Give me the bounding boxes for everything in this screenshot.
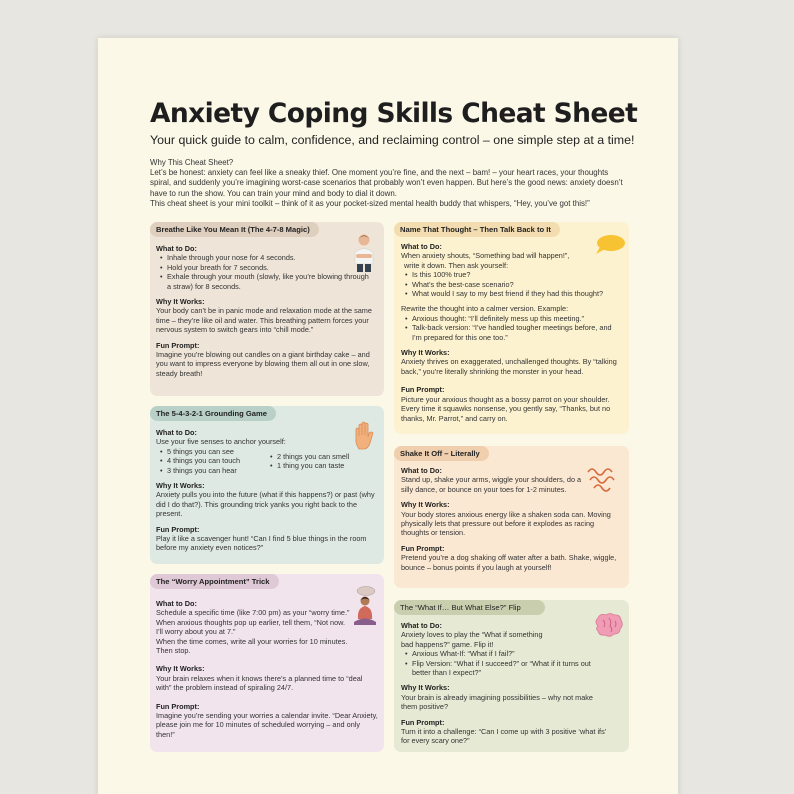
grounding-card-body: [156, 428, 380, 553]
senses-columns: [156, 447, 380, 475]
list-item: • 5 things you can see: [160, 447, 266, 456]
fun-prompt-label: Fun Prompt:: [401, 717, 445, 727]
list-item: • 4 things you can touch: [160, 456, 266, 465]
intro-section: [150, 158, 630, 209]
list-item-continuation: better than I expect?”: [412, 668, 481, 678]
text-line: Anxiety thrives on exaggerated, unchallenged thoughts. By “talking: [401, 357, 617, 367]
shake-card-body: [401, 466, 627, 572]
list-item: • What would I say to my best friend if they had this thought?: [405, 289, 627, 298]
list-item: • 1 thing you can taste: [270, 461, 349, 470]
why-it-works-label: Why It Works:: [401, 683, 450, 693]
text-line: Schedule a specific time (like 7:00 pm) as your “worry time.”: [156, 608, 350, 618]
list-item-continuation: a straw) for 8 seconds.: [167, 281, 241, 291]
text-line: I’ll worry about you at 7.”: [156, 627, 236, 637]
text-line: Then stop.: [156, 646, 191, 656]
what-if-card-body: [401, 621, 627, 746]
text-line: bad happens?” game. Flip it!: [401, 639, 494, 649]
page-subtitle: Your quick guide to calm, confidence, and reclaiming control – one simple step at a time!: [150, 133, 635, 147]
flip-examples-list: [401, 649, 627, 668]
list-item: • 3 things you can hear: [160, 466, 266, 475]
name-thought-card-body: [401, 242, 627, 423]
intro-paragraph: Let’s be honest: anxiety can feel like a sneaky thief. One moment you’re fine, and the next – bam! – your heart races, your thoughts spiral, and suddenly you’re imagining worst-case scenarios that probably won’t even happen. But here’s the good news: anxiety doesn’t have to run the show. You can train your mind and body to dial it down.: [150, 168, 623, 198]
what-to-do-label: What to Do:: [401, 242, 442, 251]
what-to-do-label: What to Do:: [156, 244, 197, 253]
text-line: Turn it into a challenge: “Can I come up with 3 positive ‘what ifs’: [401, 727, 607, 737]
shake-card-title: Shake It Off – Literally: [394, 446, 489, 461]
fun-prompt-label: Fun Prompt:: [401, 543, 445, 553]
breathe-card-title: Breathe Like You Mean It (The 4-7-8 Magic): [150, 222, 319, 237]
worry-card-title: The “Worry Appointment” Trick: [150, 574, 279, 589]
text-line: When anxious thoughts pop up earlier, tell them, “Not now.: [156, 617, 346, 627]
text-line: then!”: [156, 729, 175, 739]
text-line: Anxiety loves to play the “What if something: [401, 630, 543, 640]
text-line: Pretend you’re a dog shaking off water after a bath. Shake, wiggle,: [401, 553, 617, 563]
text-line: bounce – bonus points if you laugh at yourself!: [401, 562, 552, 572]
page-title: Anxiety Coping Skills Cheat Sheet: [150, 98, 638, 129]
text-line: Play it like a scavenger hunt! “Can I find 5 blue things in the room: [156, 534, 367, 544]
why-it-works-label: Why It Works:: [156, 664, 205, 674]
text-line: them positive?: [401, 702, 449, 712]
fun-prompt-label: Fun Prompt:: [156, 701, 200, 711]
what-if-card-title: The “What If… But What Else?” Flip: [394, 600, 545, 615]
text-line: Picture your anxious thought as a bossy parrot on your shoulder.: [401, 394, 610, 404]
what-to-do-label: What to Do:: [156, 428, 197, 437]
text-line: nervous system to switch gears into “chill mode.”: [156, 325, 314, 335]
text-line: thanks, Mr. Parrot,” and carry on.: [401, 413, 508, 423]
text-line: with” the problem instead of spiraling 24/7.: [156, 683, 294, 693]
breathe-steps-list: [156, 253, 380, 281]
text-line: present.: [156, 509, 183, 519]
intro-heading: Why This Cheat Sheet?: [150, 158, 234, 167]
list-item: • What’s the best-case scenario?: [405, 280, 627, 289]
fun-prompt-label: Fun Prompt:: [401, 385, 445, 395]
list-item: • Is this 100% true?: [405, 270, 627, 279]
senses-list-left: [156, 447, 266, 475]
senses-list-right: [266, 452, 349, 475]
list-item: • 2 things you can smell: [270, 452, 349, 461]
why-it-works-label: Why It Works:: [401, 348, 450, 358]
text-line: for every scary one?”: [401, 736, 470, 746]
examples-list: [401, 314, 627, 333]
text-line: physically lets that pressure out before it explodes as racing: [401, 519, 595, 529]
why-it-works-label: Why It Works:: [156, 297, 205, 307]
text-line: time – they’re like oil and water. This breathing pattern forces your: [156, 315, 369, 325]
intro-closing: This cheat sheet is your mini toolkit – think of it as your pocket-sized mental health buddy that whispers, “Hey, you’ve got this!”: [150, 198, 590, 208]
why-it-works-label: Why It Works:: [156, 481, 205, 491]
list-item-continuation: I’m prepared for this one too.”: [412, 332, 508, 342]
worry-card-body: [156, 599, 380, 739]
text-line: before my anxiety even notices?”: [156, 543, 264, 553]
text-line: Your brain relaxes when it knows there’s a planned time to “deal: [156, 673, 363, 683]
text-line: Your brain is already imagining possibilities – why not make: [401, 692, 593, 702]
what-to-do-label: What to Do:: [401, 621, 442, 630]
text-line: Every time it squawks nonsense, you gently say, “Thanks, but no: [401, 404, 611, 414]
text-line: Anxiety pulls you into the future (what if this happens?) or past (why: [156, 490, 375, 500]
text-line: Stand up, shake your arms, wiggle your shoulders, do a: [401, 475, 582, 485]
text-line: did I do that?). This grounding trick yanks you right back to the: [156, 499, 358, 509]
text-line: Your body can’t be in panic mode and relaxation mode at the same: [156, 306, 372, 316]
list-item: • Hold your breath for 7 seconds.: [160, 263, 380, 272]
list-item: • Flip Version: “What if I succeed?” or “What if it turns out: [405, 659, 627, 668]
text-line: thoughts or tension.: [401, 528, 466, 538]
list-item: • Talk-back version: “I’ve handled tougher meetings before, and: [405, 323, 627, 332]
fun-prompt-label: Fun Prompt:: [156, 524, 200, 534]
what-to-do-label: What to Do:: [156, 599, 197, 608]
text-line: write it down. Then ask yourself:: [404, 260, 509, 270]
list-item: • Anxious What-If: “What if I fail?”: [405, 649, 627, 658]
grounding-card-title: The 5-4-3-2-1 Grounding Game: [150, 406, 276, 421]
text-line: When anxiety shouts, “Something bad will happen!”,: [401, 251, 570, 261]
grounding-intro: Use your five senses to anchor yourself:: [156, 437, 286, 447]
text-line: When the time comes, write all your worries for 10 minutes.: [156, 636, 348, 646]
list-item: • Inhale through your nose for 4 seconds.: [160, 253, 380, 262]
text-line: Imagine you’re blowing out candles on a giant birthday cake – and: [156, 350, 370, 360]
text-line: back,” you’re literally shrinking the monster in your head.: [401, 366, 584, 376]
why-it-works-label: Why It Works:: [401, 500, 450, 510]
name-thought-card-title: Name That Thought – Then Talk Back to It: [394, 222, 560, 237]
self-questions-list: [401, 270, 627, 298]
text-line: please join me for 10 minutes of scheduled worrying – and only: [156, 720, 361, 730]
text-line: Imagine you’re sending your worries a calendar invite. “Dear Anxiety,: [156, 711, 378, 721]
text-line: silly dance, or bounce on your toes for 1-2 minutes.: [401, 484, 567, 494]
list-item: • Anxious thought: “I’ll definitely mess up this meeting.”: [405, 314, 627, 323]
rewrite-instruction: Rewrite the thought into a calmer version. Example:: [401, 304, 569, 314]
what-to-do-label: What to Do:: [401, 466, 442, 475]
fun-prompt-label: Fun Prompt:: [156, 340, 200, 350]
breathe-card-body: [156, 244, 380, 378]
list-item: • Exhale through your mouth (slowly, like you’re blowing through: [160, 272, 380, 281]
text-line: you want to impress everyone by blowing them all out in one slow,: [156, 359, 370, 369]
text-line: Your body stores anxious energy like a shaken soda can. Moving: [401, 509, 611, 519]
text-line: steady breath!: [156, 368, 203, 378]
